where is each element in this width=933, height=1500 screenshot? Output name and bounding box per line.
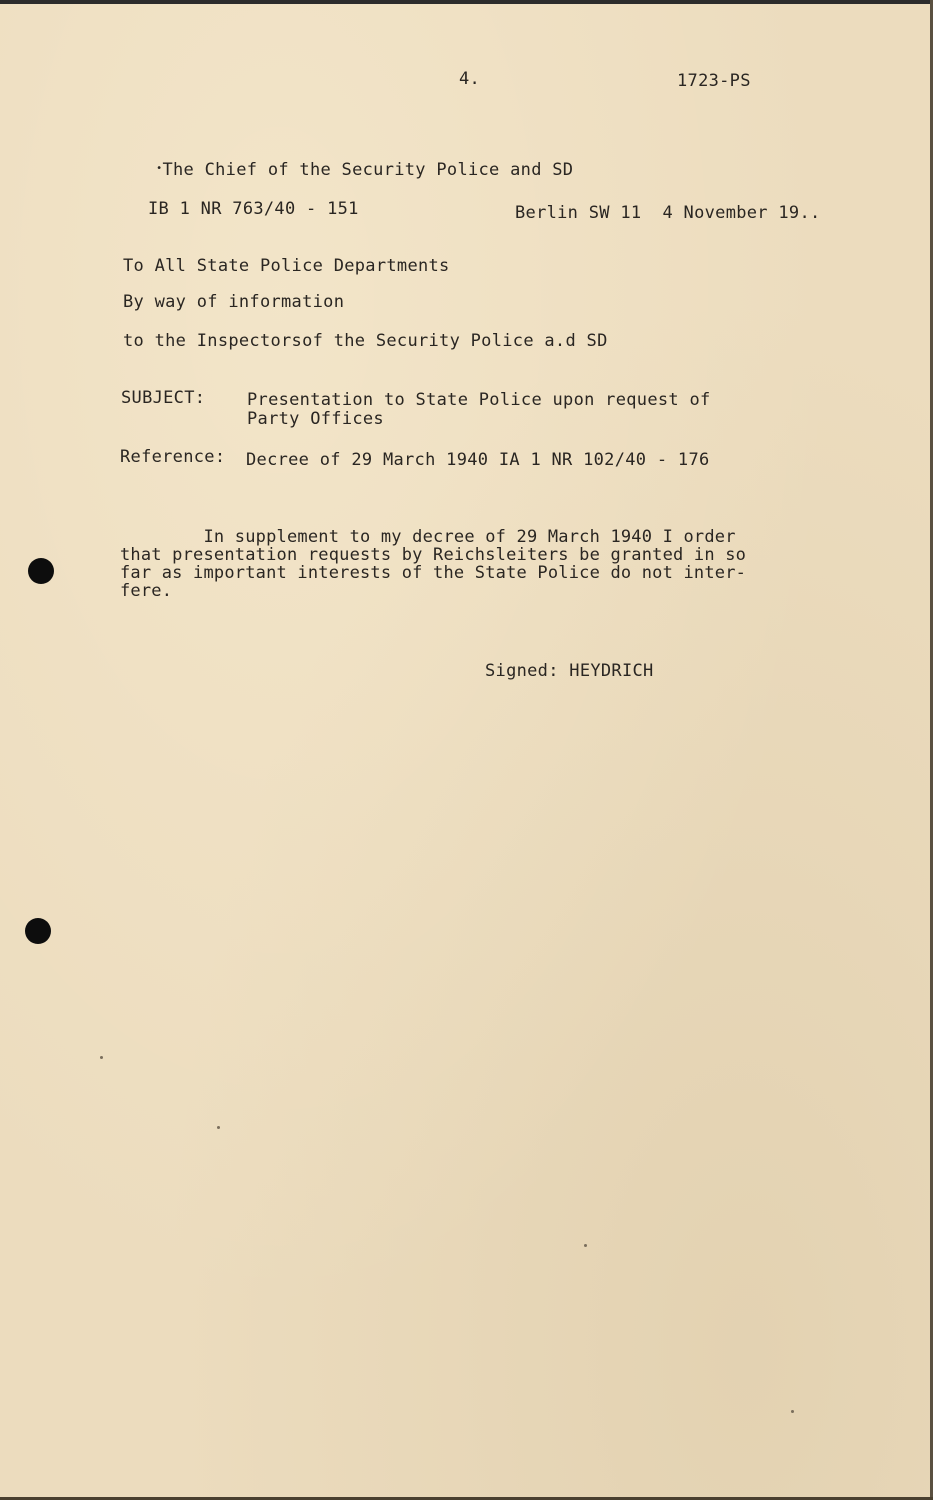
reference-label: Reference: — [120, 447, 226, 467]
document-code: 1723-PS — [677, 71, 751, 91]
body-paragraph — [120, 528, 820, 600]
signature: Signed: HEYDRICH — [485, 661, 654, 681]
page-number: 4. — [459, 69, 481, 89]
recipient-line-3: to the Inspectorsof the Security Police a.d SD — [123, 331, 608, 351]
recipient-line-1: To All State Police Departments — [123, 256, 450, 276]
issuer-text: The Chief of the Security Police and SD — [162, 160, 574, 180]
issuer-mark: • — [156, 163, 163, 174]
subject-line-2: Party Offices — [247, 409, 384, 429]
body-line-3: far as important interests of the State Police do not inter- — [120, 563, 747, 583]
paper-speck — [217, 1126, 220, 1129]
paper-speck — [584, 1244, 587, 1247]
body-line-1: In supplement to my decree of 29 March 1940 I order — [120, 527, 736, 547]
body-line-2: that presentation requests by Reichsleiters be granted in so — [120, 545, 747, 565]
paper-speck — [791, 1410, 794, 1413]
body-line-4: fere. — [120, 581, 173, 601]
punch-hole-lower — [25, 918, 51, 944]
paper-speck — [100, 1056, 103, 1059]
issuer-line — [114, 140, 573, 199]
reference-text: Decree of 29 March 1940 IA 1 NR 102/40 - 176 — [246, 450, 710, 470]
subject-label: SUBJECT: — [121, 388, 206, 408]
punch-hole-upper — [28, 558, 54, 584]
reference-number: IB 1 NR 763/40 - 151 — [148, 199, 359, 219]
place-date: Berlin SW 11 4 November 19.. — [515, 203, 821, 223]
subject-line-1: Presentation to State Police upon request of — [247, 390, 711, 410]
recipient-line-2: By way of information — [123, 292, 345, 312]
scan-edge-top — [0, 0, 933, 4]
